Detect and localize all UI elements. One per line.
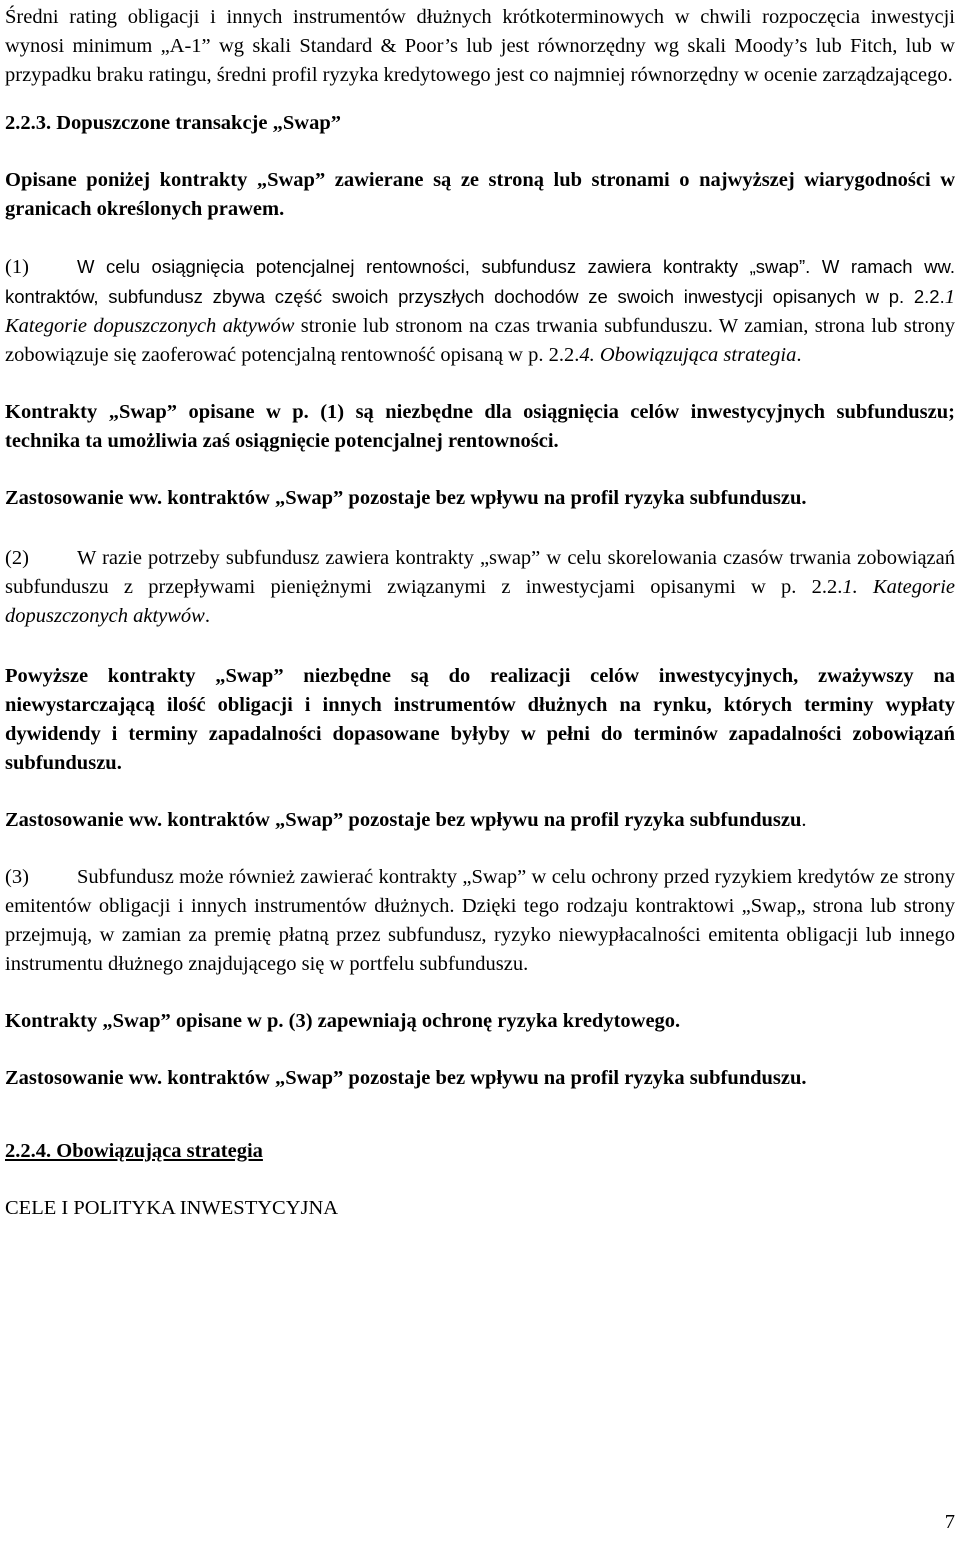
item-2-impact-end: . <box>801 809 807 831</box>
item-3-paragraph <box>5 863 955 979</box>
section-subheading: CELE I POLITYKA INWESTYCYJNA <box>5 1197 339 1219</box>
item-2-paragraph <box>5 544 955 631</box>
section-lead-paragraph: Opisane poniżej kontrakty „Swap” zawierane są ze stroną lub stronami o najwyższej wiarygodności w granicach określonych prawem. <box>5 169 955 220</box>
item-1-paragraph <box>5 252 955 370</box>
item-3-number: (3) <box>5 866 29 888</box>
item-1-impact-statement: Zastosowanie ww. kontraktów „Swap” pozostaje bez wpływu na profil ryzyka subfunduszu. <box>5 487 807 509</box>
item-3-text: Subfundusz może również zawierać kontrakty „Swap” w celu ochrony przed ryzykiem kredytów ze strony emitentów obligacji i innych instrumentów dłużnych. Dzięki tego rodzaju kontraktowi „Swap„ strona lub strony przejmują, w zamian za premię płatną przez subfundusz, ryzyko niewypłacalności emitenta obligacji lub innego instrumentu dłużnego znajdującego się w portfelu subfunduszu. <box>5 866 955 975</box>
page-number: 7 <box>944 1511 955 1533</box>
item-1-text-a: W celu osiągnięcia potencjalnej rentowności, subfundusz zawiera kontrakty „swap”. W ramach ww. kontraktów, subfundusz zbywa część swoich przyszłych dochodów ze swoich inwestycji opisanych w p. 2.2. <box>5 256 955 307</box>
item-1-text-b: stronie lub stronom na czas trwania subfunduszu. W zamian, strona lub strony zobowiązuje się zaoferować potencjalną rentowność opisaną w p. 2.2. <box>5 315 955 366</box>
item-3-bold-note: Kontrakty „Swap” opisane w p. (3) zapewniają ochronę ryzyka kredytowego. <box>5 1010 681 1032</box>
section-heading-2-2-3: 2.2.3. Dopuszczone transakcje „Swap” <box>5 112 341 134</box>
item-2-impact-bold: Zastosowanie ww. kontraktów „Swap” pozostaje bez wpływu na profil ryzyka subfunduszu <box>5 809 802 831</box>
section-heading-2-2-4: 2.2.4. Obowiązująca strategia <box>5 1140 263 1162</box>
item-1-text-c: . <box>796 344 802 366</box>
intro-paragraph: Średni rating obligacji i innych instrumentów dłużnych krótkoterminowych w chwili rozpoczęcia inwestycji wynosi minimum „A-1” wg skali Standard & Poor’s lub jest równorzędny wg skali Moody’s lub Fitch, lub w przypadku braku ratingu, średni profil ryzyka kredytowego jest co najmniej równorzędny w ocenie zarządzającego. <box>5 6 955 86</box>
item-1-number: (1) <box>5 256 29 278</box>
item-1-reference: 1 Kategorie dopuszczonych aktywów <box>5 286 955 337</box>
item-2-impact-statement <box>5 806 955 835</box>
item-2-number: (2) <box>5 547 29 569</box>
document-page <box>5 3 955 1223</box>
item-1-bold-note: Kontrakty „Swap” opisane w p. (1) są niezbędne dla osiągnięcia celów inwestycyjnych subfunduszu; technika ta umożliwia zaś osiągnięcie potencjalnej rentowności. <box>5 401 955 452</box>
item-2-bold-note: Powyższe kontrakty „Swap” niezbędne są do realizacji celów inwestycyjnych, zważywszy na niewystarczającą ilość obligacji i innych instrumentów dłużnych na rynku, których terminy wypłaty dywidendy i terminy zapadalności dopasowane byłyby w pełni do terminów zapadalności zobowiązań subfunduszu. <box>5 665 955 774</box>
item-2-text-b: . <box>204 605 210 627</box>
item-2-text-a: W razie potrzeby subfundusz zawiera kontrakty „swap” w celu skorelowania czasów trwania zobowiązań subfunduszu z przepływami pieniężnymi związanymi z inwestycjami opisanymi w p. 2.2. <box>5 547 955 598</box>
item-3-impact-statement: Zastosowanie ww. kontraktów „Swap” pozostaje bez wpływu na profil ryzyka subfunduszu. <box>5 1067 807 1089</box>
item-1-reference-2: 4. Obowiązująca strategia <box>579 344 797 366</box>
item-2-reference: 1. Kategorie dopuszczonych aktywów <box>5 576 955 627</box>
